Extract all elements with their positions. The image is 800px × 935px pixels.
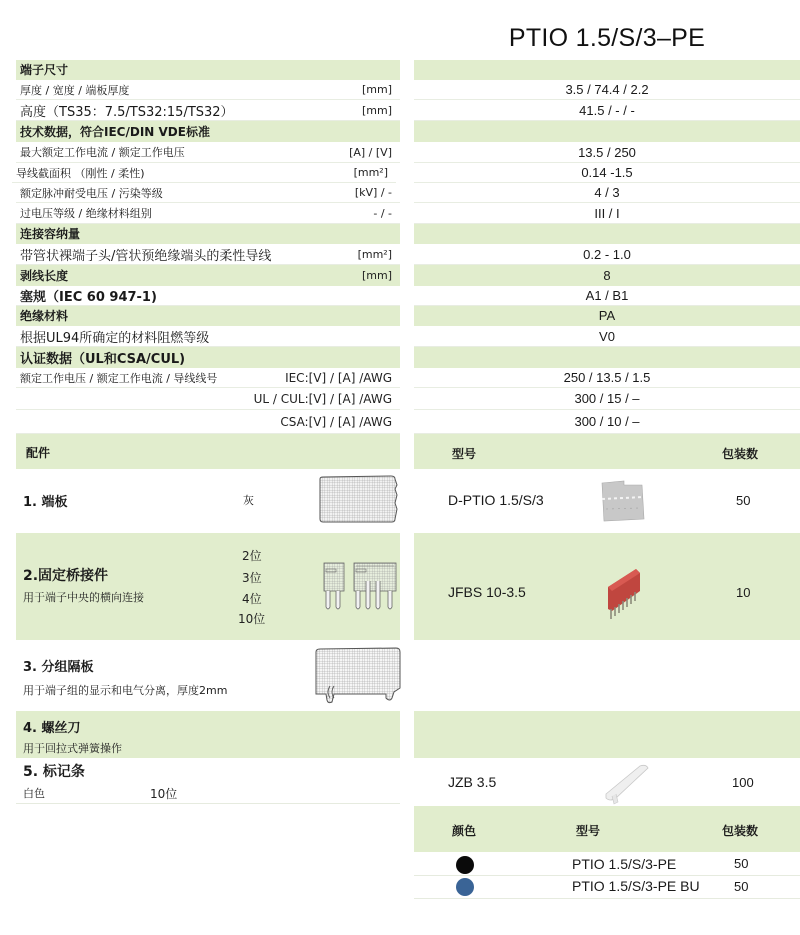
blue-color-swatch-icon <box>456 878 474 896</box>
marker-strip-photo-icon <box>602 760 654 806</box>
spec-unit: [A] / [V] <box>349 145 392 159</box>
spec-value-row <box>414 306 800 326</box>
spec-label: 端子尺寸 <box>20 63 69 77</box>
spec-label: 剥线长度 <box>20 268 69 283</box>
spec-row-flexible-conductor <box>16 244 400 265</box>
color-row-blue <box>414 876 800 899</box>
spec-row-height <box>16 100 400 121</box>
spec-label: 带管状裸端子头/管状预绝缘端头的柔性导线 <box>20 248 272 264</box>
partition-plate-drawing-icon <box>312 646 404 706</box>
spec-value-row <box>414 203 800 224</box>
spec-value: 0.14 -1.5 <box>581 165 633 180</box>
spec-section-approvals <box>16 347 400 368</box>
spec-value: 0.2 - 1.0 <box>583 246 631 262</box>
model-header-label: 型号 <box>452 447 477 461</box>
pack-header-label: 包装数 <box>722 824 759 838</box>
spec-row-thickness-width <box>16 80 400 100</box>
spec-value: 3.5 / 74.4 / 2.2 <box>565 82 649 97</box>
accessories-model-header <box>414 434 800 469</box>
end-plate-photo-icon <box>600 479 648 523</box>
accessory-title: 1. 端板 <box>23 495 68 510</box>
spec-value-row <box>414 244 800 265</box>
spec-value-row <box>414 80 800 100</box>
end-plate-drawing-icon <box>317 475 401 525</box>
spec-value-row <box>414 224 800 244</box>
spec-label: 高度（TS35：7.5/TS32:15/TS32） <box>20 104 234 120</box>
spec-label: 认证数据（UL和CSA/CUL) <box>20 351 186 367</box>
spec-value: 250 / 13.5 / 1.5 <box>563 370 651 385</box>
accessory-jumper-order <box>414 533 800 640</box>
spec-label: 过电压等级 / 绝缘材料组别 <box>20 207 152 220</box>
spec-value: PA <box>598 308 616 323</box>
spec-value: 300 / 10 / – <box>574 414 640 429</box>
spec-row-impulse-voltage <box>16 183 400 203</box>
spec-value: V0 <box>599 328 615 344</box>
spec-value-row <box>414 100 800 121</box>
color-row-pack: 50 <box>734 856 749 871</box>
spec-unit: [mm] <box>361 268 392 282</box>
spec-label: 额定脉冲耐受电压 / 污染等级 <box>20 186 163 200</box>
accessory-title: 5. 标记条 <box>23 764 85 780</box>
color-row-pack: 50 <box>734 879 749 894</box>
spec-section-insulation-material <box>16 306 400 326</box>
spec-unit: [mm²] <box>357 247 392 261</box>
colors-table-header <box>414 806 800 852</box>
accessory-screwdriver <box>16 711 400 758</box>
spec-value: A1 / B1 <box>585 288 629 303</box>
jumper-photo-icon <box>602 563 648 621</box>
spec-label: 塞规（IEC 60 947-1) <box>20 290 157 305</box>
spec-value: 13.5 / 250 <box>578 144 636 160</box>
spec-row-cross-section <box>12 163 396 183</box>
spec-unit: [mm²] <box>353 166 388 179</box>
model-header-label: 型号 <box>576 824 601 838</box>
accessory-end-plate <box>16 469 400 531</box>
accessory-model: D-PTIO 1.5/S/3 <box>448 492 544 508</box>
spec-value: 300 / 15 / – <box>574 391 640 406</box>
accessory-end-plate-order <box>414 469 800 531</box>
spec-value-row <box>414 265 800 286</box>
pack-header-label: 包装数 <box>722 447 759 461</box>
spec-unit: - / - <box>373 206 392 220</box>
spec-value-row <box>414 326 800 347</box>
spec-unit: UL / CUL:[V] / [A] /AWG <box>253 391 392 406</box>
accessory-title: 3. 分组隔板 <box>23 660 94 675</box>
spec-value-row <box>414 368 800 388</box>
spec-label: 最大额定工作电流 / 额定工作电压 <box>20 146 185 159</box>
accessory-title: 4. 螺丝刀 <box>23 721 81 736</box>
accessory-model: JZB 3.5 <box>448 774 497 790</box>
accessory-pack: 100 <box>732 775 754 790</box>
spec-value-row <box>414 60 800 80</box>
spec-unit: [mm] <box>361 83 392 96</box>
spec-value: III / I <box>594 205 620 221</box>
spec-section-stripping-length <box>16 265 400 286</box>
spec-value-row <box>414 286 800 306</box>
jumper-option-4: 4位 <box>242 592 262 606</box>
accessories-header-label: 配件 <box>26 446 51 460</box>
spec-value-row <box>414 121 800 142</box>
accessory-screwdriver-order <box>414 711 800 758</box>
accessories-header <box>16 434 400 469</box>
spec-label: 技术数据，符合IEC/DIN VDE标准 <box>20 124 210 139</box>
spec-value: 4 / 3 <box>594 185 620 200</box>
spec-value-row <box>414 347 800 368</box>
jumper-option-3: 3位 <box>242 571 262 585</box>
spec-row-gauge <box>16 286 400 306</box>
spec-value-row <box>414 388 800 410</box>
accessory-description: 用于回拉式弹簧操作 <box>23 742 122 755</box>
accessory-model: JFBS 10-3.5 <box>448 584 526 600</box>
product-title: PTIO 1.5/S/3–PE <box>508 24 706 52</box>
spec-unit: [kV] / - <box>354 186 392 199</box>
spec-value-row <box>414 410 800 434</box>
accessory-description: 用于端子中央的横向连接 <box>23 591 144 604</box>
spec-value: 8 <box>603 267 611 283</box>
jumper-drawing-icon <box>322 561 402 613</box>
spec-section-technical-data <box>16 121 400 142</box>
spec-label: 导线截面积 （刚性 / 柔性) <box>16 166 145 180</box>
accessory-pack: 50 <box>736 493 751 508</box>
spec-unit: CSA:[V] / [A] /AWG <box>280 414 392 429</box>
color-row-black <box>414 852 800 876</box>
spec-value-row <box>414 142 800 163</box>
spec-row-current-voltage <box>16 142 400 163</box>
spec-value-row <box>414 183 800 203</box>
spec-row-flammability <box>16 326 400 347</box>
spec-value-row <box>414 163 800 183</box>
accessory-jumper <box>16 533 400 640</box>
spec-row-overvoltage <box>16 203 400 224</box>
accessory-description: 用于端子组的显示和电气分离，厚度2mm <box>23 684 228 697</box>
color-row-model: PTIO 1.5/S/3-PE <box>572 856 677 872</box>
spec-row-iec-ratings <box>16 368 400 388</box>
color-header-label: 颜色 <box>452 824 477 838</box>
spec-section-terminal-dimensions <box>16 60 400 80</box>
spec-row-ul-ratings <box>16 388 400 410</box>
spec-label: 连接容纳量 <box>20 227 81 241</box>
accessory-partition-plate <box>16 642 400 709</box>
spec-label: 绝缘材料 <box>20 309 69 323</box>
accessory-title: 2.固定桥接件 <box>23 568 109 584</box>
black-color-swatch-icon <box>456 856 474 874</box>
spec-label: 额定工作电压 / 额定工作电流 / 导线线号 <box>20 371 218 385</box>
accessory-color-option: 灰 <box>243 494 254 507</box>
accessory-marker-strip-order <box>414 758 800 804</box>
jumper-option-10: 10位 <box>238 612 266 626</box>
spec-unit: IEC:[V] / [A] /AWG <box>285 370 392 385</box>
accessory-option: 10位 <box>150 787 178 801</box>
color-row-model: PTIO 1.5/S/3-PE BU <box>572 878 700 894</box>
jumper-option-2: 2位 <box>242 549 262 563</box>
spec-row-csa-ratings <box>16 410 400 434</box>
spec-label: 根据UL94所确定的材料阻燃等级 <box>20 330 210 346</box>
spec-section-connection-capacity <box>16 224 400 244</box>
accessory-description: 白色 <box>23 787 45 800</box>
accessory-pack: 10 <box>736 585 751 600</box>
spec-label: 厚度 / 宽度 / 端板厚度 <box>20 83 130 97</box>
spec-value: 41.5 / - / - <box>579 102 635 118</box>
spec-unit: [mm] <box>361 103 392 117</box>
accessory-marker-strip <box>16 758 400 804</box>
